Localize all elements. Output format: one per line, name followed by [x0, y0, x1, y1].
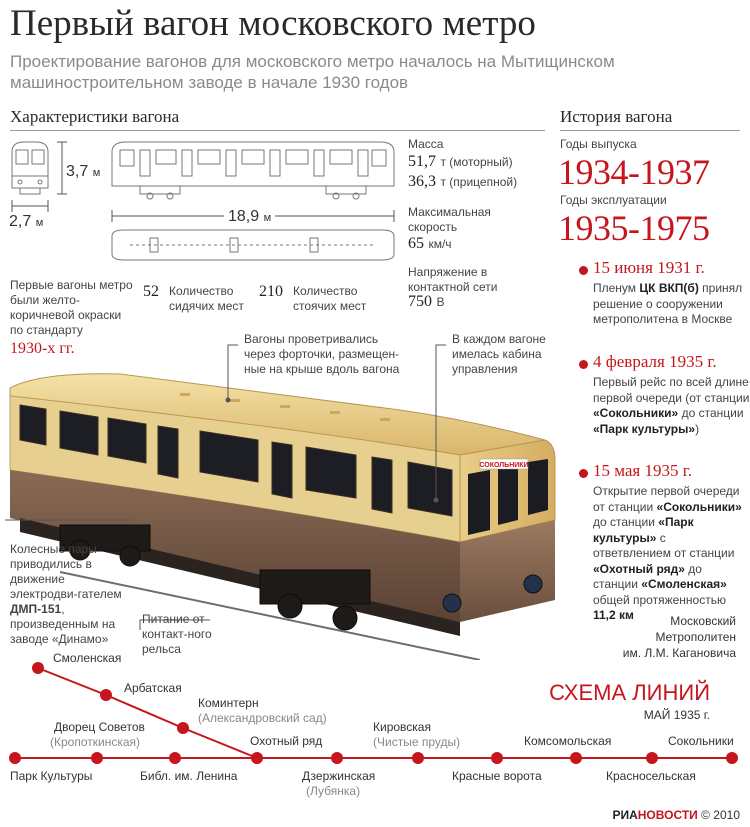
station-dot-arbatskaya [100, 689, 112, 701]
event-text-part: принял решение о сооружении метрополитена в Москве [593, 281, 743, 326]
station-dot-dvorets [91, 752, 103, 764]
page-title: Первый вагон московского метро [10, 3, 536, 44]
brand-novosti: НОВОСТИ [637, 808, 698, 822]
event-3-date: 15 мая 1935 г. [593, 461, 693, 480]
event-text-part: ЦК ВКП(б) [639, 281, 699, 295]
height-dimension: 3,7 м [66, 163, 101, 180]
history-divider [560, 130, 740, 131]
metro-operator: Московский Метрополитен им. Л.М. Кагановича [622, 614, 736, 660]
station-smolenskaya: Смоленская [53, 651, 122, 665]
event-1-bullet [579, 266, 588, 275]
event-text-part: ) [695, 421, 700, 436]
station-park: Парк Культуры [10, 769, 93, 783]
station-biblioteka: Библ. им. Ленина [140, 769, 238, 783]
paint-era: 1930-х гг. [10, 340, 75, 357]
station-arbatskaya: Арбатская [124, 681, 182, 695]
event-text-part: «Парк культуры» [593, 515, 694, 545]
voltage-label: Напряжение в контактной сети [408, 265, 498, 294]
car-blueprint [0, 130, 400, 270]
station-dvorets: Дворец Советов [54, 720, 145, 734]
mass-trailer: 36,3 т (прицепной) [408, 173, 518, 190]
event-1-date: 15 июня 1931 г. [593, 258, 705, 277]
event-2-bullet [579, 360, 588, 369]
brand-ria: РИА [612, 808, 638, 822]
event-text-part: «Сокольники» [593, 406, 679, 420]
station-kirovskaya: Кировская [373, 720, 431, 734]
voltage-value: 750 В [408, 293, 445, 310]
event-2-text [593, 375, 750, 437]
event-text-part: Открытие первой очереди от станции [593, 484, 740, 514]
station-dot-park [9, 752, 21, 764]
scheme-title: СХЕМА ЛИНИЙ [549, 680, 710, 705]
release-label: Годы выпуска [560, 137, 637, 151]
width-dimension: 2,7 м [9, 213, 44, 230]
event-text-part: «Охотный ряд» [593, 561, 685, 576]
station-dzerzhinskaya-now: (Лубянка) [306, 784, 361, 798]
station-dot-okhotny [251, 752, 263, 764]
station-dzerzhinskaya: Дзержинская [302, 769, 376, 783]
event-3-bullet [579, 469, 588, 478]
event-text-part: до станции [678, 406, 744, 420]
station-krasnye: Красные ворота [452, 769, 542, 783]
station-dot-kirovskaya [412, 752, 424, 764]
operation-label: Годы эксплуатации [560, 193, 667, 207]
station-okhotny: Охотный ряд [250, 734, 323, 748]
top-view-drawing [112, 230, 394, 260]
standing-label: Количество стоячих мест [293, 284, 367, 313]
station-komsomolskaya: Комсомольская [524, 734, 612, 748]
station-dot-krasnoselskaya [646, 752, 658, 764]
power-annotation: Питание от контакт-ного рельса [142, 612, 212, 656]
destination-sign: СОКОЛЬНИКИ [479, 462, 529, 469]
event-text-part: «Смоленская» [641, 577, 727, 591]
station-dot-sokolniki [726, 752, 738, 764]
mass-motor: 51,7 т (моторный) [408, 153, 513, 170]
history-heading: История вагона [560, 107, 673, 126]
station-komintern: Коминтерн [198, 696, 259, 710]
event-2-date: 4 февраля 1935 г. [593, 352, 717, 371]
vents-annotation: Вагоны проветривались через форточки, размещен-ные на крыше вдоль вагона [244, 332, 400, 376]
event-text-part: до станции [593, 561, 702, 591]
station-komintern-now: (Александровский сад) [198, 711, 327, 725]
seats-value: 52 [143, 283, 159, 300]
station-kirovskaya-now: (Чистые пруды) [373, 735, 461, 749]
station-sokolniki: Сокольники [668, 734, 734, 748]
speed-value: 65 км/ч [408, 235, 452, 252]
station-dot-dzerzhinskaya [331, 752, 343, 764]
event-text-part: с ответвлением от станции [593, 530, 735, 560]
event-text-part: Первый рейс по всей длине первой очереди (от станции [593, 375, 750, 405]
event-3-text [593, 484, 743, 624]
station-dot-krasnye [491, 752, 503, 764]
cabin-annotation: В каждом вагоне имелась кабина управления [452, 332, 546, 376]
event-text-part: 11,2 км [593, 608, 634, 622]
length-dimension: 18,9 м [224, 208, 275, 226]
standing-value: 210 [259, 283, 283, 300]
event-1-text [593, 281, 750, 328]
event-text-part: до станции [593, 515, 659, 529]
operation-years: 1935-1975 [558, 208, 710, 248]
seats-label: Количество сидячих мест [169, 284, 244, 313]
station-dot-komintern [177, 722, 189, 734]
event-text-part: общей протяженностью [593, 592, 726, 607]
side-view-drawing [112, 142, 394, 199]
scheme-date: МАЙ 1935 г. [643, 708, 710, 722]
front-view-drawing [12, 142, 48, 194]
release-years: 1934-1937 [558, 152, 710, 192]
footer-credit [612, 808, 740, 822]
paint-note: Первые вагоны метро были желто-коричневой окраски по стандарту [10, 278, 133, 337]
speed-label: Максимальная скорость [408, 205, 491, 234]
specs-heading: Характеристики вагона [10, 107, 180, 126]
station-krasnoselskaya: Красносельская [606, 769, 696, 783]
event-text-part: «Парк культуры» [593, 421, 696, 436]
station-dot-komsomolskaya [570, 752, 582, 764]
copyright: © 2010 [701, 808, 740, 822]
event-text-part: Пленум [593, 281, 640, 295]
page-subtitle: Проектирование вагонов для московского метро началось на Мытищинском машиностроительном заводе в начале 1930 годов [10, 52, 615, 92]
station-dvorets-now: (Кропоткинская) [50, 735, 140, 749]
station-dot-biblioteka [169, 752, 181, 764]
station-dot-smolenskaya [32, 662, 44, 674]
event-text-part: «Сокольники» [656, 499, 742, 514]
wheels-annotation: Колесные пары приводились в движение электродви-гателем ДМП-151, произведенным на заводе «Динамо» [10, 542, 122, 646]
mass-label: Масса [408, 137, 444, 151]
